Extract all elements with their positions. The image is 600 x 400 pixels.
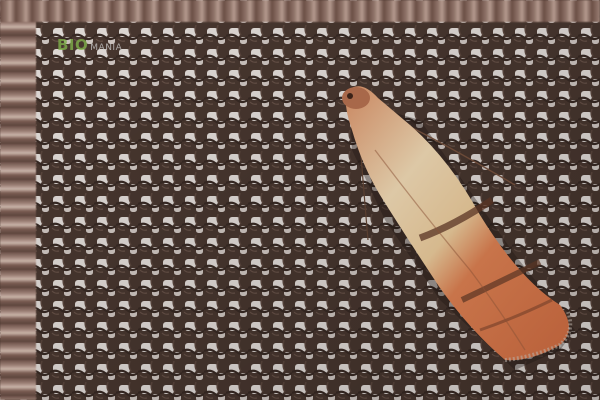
watermark-bio-text: BIO xyxy=(57,36,89,54)
moth-eye xyxy=(347,93,353,99)
moth-head xyxy=(342,87,370,109)
watermark-mania-text: MANIA xyxy=(90,43,123,53)
